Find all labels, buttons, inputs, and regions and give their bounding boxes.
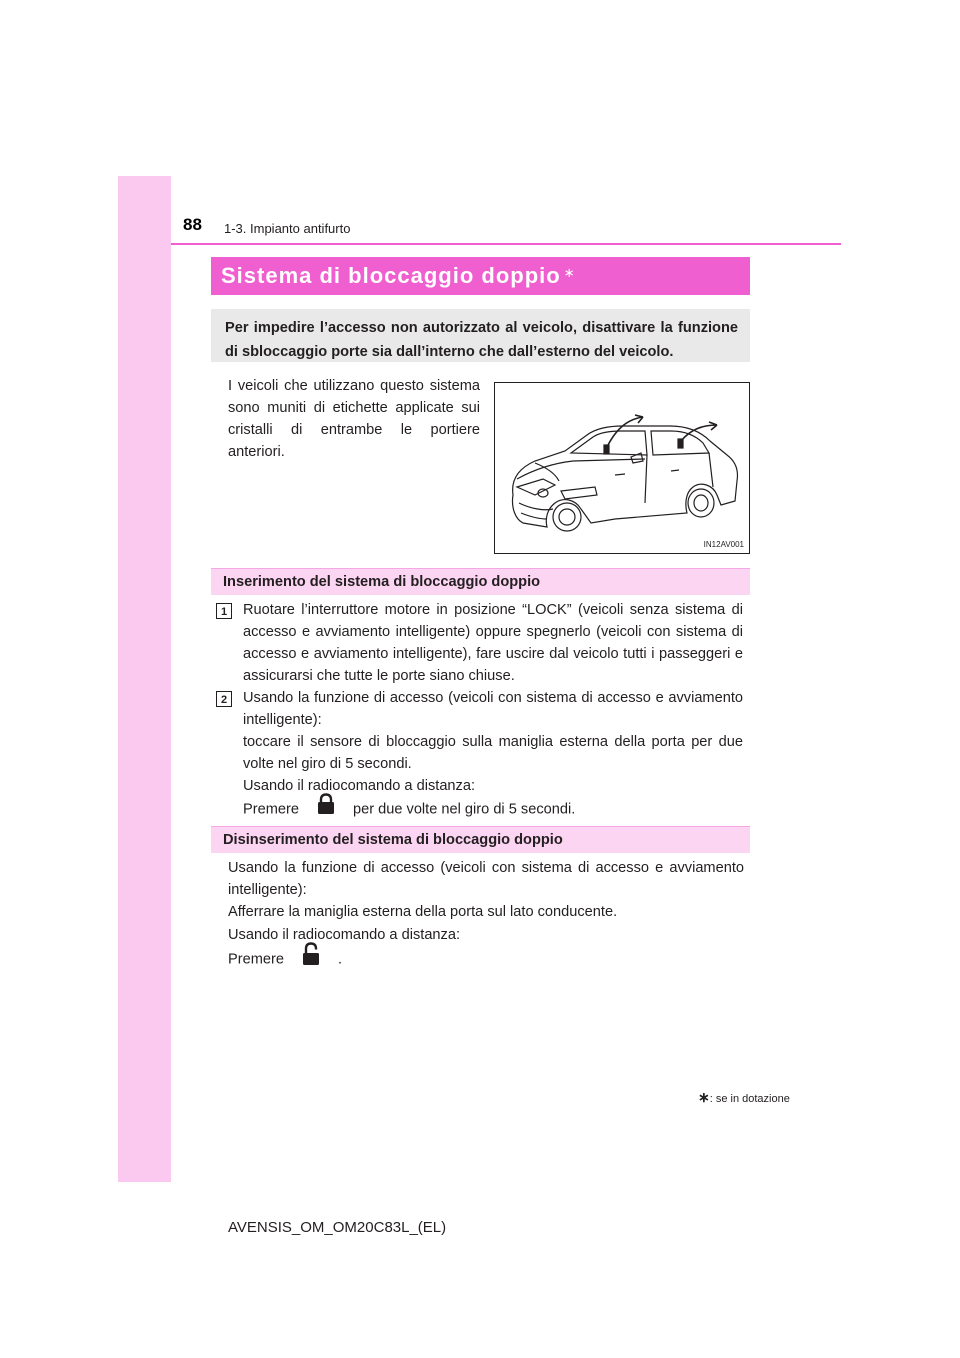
intro-box: Per impedire l’accesso non autorizzato al veicolo, disattivare la funzione di sbloccaggio porte sia dall’interno che dall’esterno del veicolo. [211, 309, 750, 362]
document-code: AVENSIS_OM_OM20C83L_(EL) [228, 1219, 447, 1236]
subheading-setting: Inserimento del sistema di bloccaggio doppio [211, 568, 750, 595]
step-number-2: 2 [216, 691, 232, 707]
section-title: Sistema di bloccaggio doppio [221, 263, 561, 288]
section-title-bar [211, 257, 750, 295]
release-para-2 [228, 924, 744, 973]
step-2-line-4 [243, 797, 743, 822]
release-line-3: Usando il radiocomando a distanza: [228, 927, 461, 943]
footnote-text: : se in dotazione [709, 1093, 790, 1105]
car-illustration [494, 382, 750, 554]
sidebar-tab-strip [118, 176, 171, 1182]
page-number: 88 [183, 215, 202, 234]
release-press-label: Premere [228, 951, 284, 968]
optional-mark: ∗ [563, 264, 575, 280]
lead-paragraph: I veicoli che utilizzano questo sistema sono muniti di etichette applicate sui cristalli di entrambe le portiere anteriori. [228, 378, 480, 460]
step-2-press-label: Premere [243, 801, 299, 818]
footnote [698, 1089, 790, 1106]
lock-closed-icon [317, 793, 335, 822]
step-2-press-suffix: per due volte nel giro di 5 secondi. [352, 801, 576, 818]
release-para-1 [228, 857, 744, 923]
lock-open-icon [302, 942, 320, 973]
subheading-releasing: Disinserimento del sistema di bloccaggio doppio [211, 826, 750, 853]
car-drawing [495, 383, 749, 553]
release-line-1: Usando la funzione di accesso (veicoli con sistema di accesso e avviamento intelligente): [228, 860, 744, 898]
breadcrumb: 1-3. Impianto antifurto [224, 221, 351, 236]
step-2-block [243, 687, 743, 822]
step-number-1: 1 [216, 603, 232, 619]
release-line-2: Afferrare la maniglia esterna della porta sul lato conducente. [228, 904, 618, 920]
step-2-line-2: toccare il sensore di bloccaggio sulla maniglia esterna della porta per due volte nel giro di 5 secondi. [243, 734, 743, 772]
step-2-line-3: Usando il radiocomando a distanza: [243, 778, 476, 794]
step-1-text: Ruotare l’interruttore motore in posizione “LOCK” (veicoli senza sistema di accesso e avviamento intelligente) oppure spegnerlo (veicoli con sistema di accesso e avviamento intelligente), fare uscire dal veicolo tutti i passeggeri e assicurarsi che tutte le porte siano chiuse. [243, 602, 743, 684]
step-2-line-1: Usando la funzione di accesso (veicoli con sistema di accesso e avviamento intelligente): [243, 690, 743, 728]
header-divider [171, 243, 841, 245]
footnote-mark: ∗ [698, 1089, 710, 1105]
figure-code: IN12AV001 [703, 540, 744, 549]
release-line-4 [228, 946, 744, 973]
release-press-suffix: . [337, 951, 343, 968]
